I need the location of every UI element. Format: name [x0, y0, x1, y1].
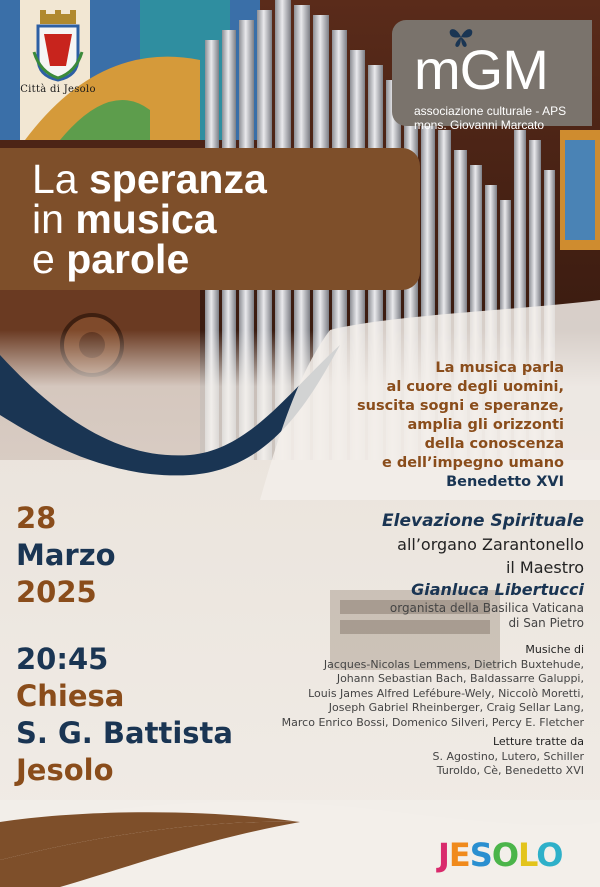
title-line-1-bold: speranza	[89, 156, 267, 202]
composer-line: Johann Sebastian Bach, Baldassarre Galuppi,	[336, 672, 584, 686]
composer-line: Louis James Alfred Lefébure-Wely, Niccolò Moretti,	[308, 686, 584, 700]
event-year: 2025	[16, 575, 97, 609]
program-title: Elevazione Spirituale	[382, 511, 584, 531]
quote-line: al cuore degli uomini,	[386, 379, 564, 395]
city-name: Città di Jesolo	[20, 84, 96, 95]
composer-line: Jacques-Nicolas Lemmens, Dietrich Buxtehude,	[323, 657, 584, 671]
title-line-1	[32, 158, 267, 200]
quote-line: suscita sogni e speranze,	[357, 398, 564, 414]
event-month: Marzo	[16, 538, 116, 572]
title-line-3-light: e	[32, 236, 67, 282]
title-line-2	[32, 198, 217, 240]
jesolo-letter: E	[448, 836, 470, 874]
quote	[357, 359, 564, 492]
title-line-2-bold: musica	[75, 196, 217, 242]
association-line-2: mons. Giovanni Marcato	[414, 118, 545, 132]
event-venue-line-1: Chiesa	[16, 679, 125, 713]
jesolo-letter: O	[536, 836, 563, 874]
title-box	[0, 148, 420, 290]
music-credits	[282, 643, 584, 731]
association-logo-box	[392, 20, 592, 132]
readings-credits	[433, 735, 584, 779]
event-city: Jesolo	[16, 753, 114, 787]
city-crest-icon	[30, 10, 86, 82]
jesolo-letter: S	[469, 836, 492, 874]
association-line-1: associazione culturale - APS	[414, 104, 567, 118]
title-line-3-bold: parole	[66, 236, 190, 282]
association-name: mGM	[414, 38, 548, 101]
event-details	[16, 500, 233, 789]
event-time: 20:45	[16, 642, 109, 676]
title-line-2-light: in	[32, 196, 76, 242]
event-day: 28	[16, 501, 57, 535]
performer-role-1: organista della Basilica Vaticana	[389, 601, 584, 615]
jesolo-logo	[438, 838, 562, 872]
composer-line: Marco Enrico Bossi, Domenico Silveri, Percy E. Fletcher	[281, 715, 584, 729]
composer-line: Joseph Gabriel Rheinberger, Craig Sellar Lang,	[328, 701, 584, 715]
program-line-2: il Maestro	[505, 558, 584, 577]
jesolo-letter: J	[438, 836, 449, 874]
spacer	[16, 611, 233, 641]
reading-line: Turoldo, Cè, Benedetto XVI	[436, 764, 584, 778]
program-line-1: all’organo Zarantonello	[397, 535, 584, 554]
readings-heading: Letture tratte da	[492, 735, 584, 748]
title-line-1-light: La	[32, 156, 89, 202]
jesolo-letter: O	[491, 836, 519, 874]
quote-line: della conoscenza	[424, 436, 564, 452]
program	[382, 510, 584, 631]
reading-line: S. Agostino, Lutero, Schiller	[432, 749, 584, 763]
quote-author: Benedetto XVI	[446, 474, 564, 490]
quote-line: La musica parla	[435, 360, 564, 376]
jesolo-letter: L	[518, 836, 537, 874]
title-line-3	[32, 238, 189, 280]
city-logo	[8, 10, 108, 95]
event-venue-line-2: S. G. Battista	[16, 716, 233, 750]
quote-line: amplia gli orizzonti	[407, 417, 564, 433]
performer-role-2: di San Pietro	[508, 616, 584, 630]
performer-name: Gianluca Libertucci	[411, 580, 584, 599]
music-heading: Musiche di	[525, 643, 584, 656]
quote-line: e dell’impegno umano	[381, 455, 564, 471]
